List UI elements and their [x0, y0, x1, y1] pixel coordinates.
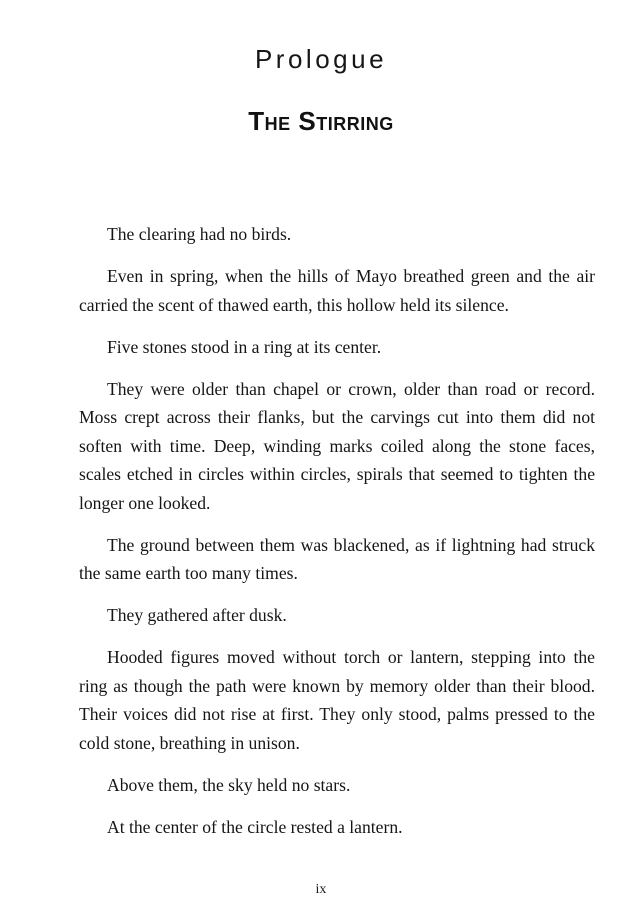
paragraph: The clearing had no birds.	[107, 224, 292, 244]
paragraph: The ground between them was blackened, as if lightning had struck the same earth too many times.	[79, 534, 595, 583]
paragraph: At the center of the circle rested a lantern.	[107, 816, 403, 837]
paragraph: They were older than chapel or crown, older than road or record. Moss crept across their flanks, but the carvings cut into them did not soften with time. Deep, winding marks coiled along the stone faces, scales etched in circles within circles, spirals that seemed to tighten the longer one looked.	[79, 378, 595, 513]
page-number: ix	[315, 882, 327, 897]
body-text	[79, 220, 595, 855]
chapter-label: Prologue	[254, 44, 388, 74]
paragraph: Hooded figures moved without torch or lantern, stepping into the ring as though the path were known by memory older than their blood. Their voices did not rise at first. They only stood, palms pressed to the cold stone, breathing in unison.	[79, 647, 595, 753]
paragraph: Even in spring, when the hills of Mayo breathed green and the air carried the scent of thawed earth, this hollow held its silence.	[79, 266, 595, 315]
paragraph: Five stones stood in a ring at its center.	[107, 336, 382, 357]
paragraph: They gathered after dusk.	[107, 605, 287, 625]
paragraph: Above them, the sky held no stars.	[107, 774, 351, 795]
chapter-title: The Stirring	[248, 106, 394, 136]
